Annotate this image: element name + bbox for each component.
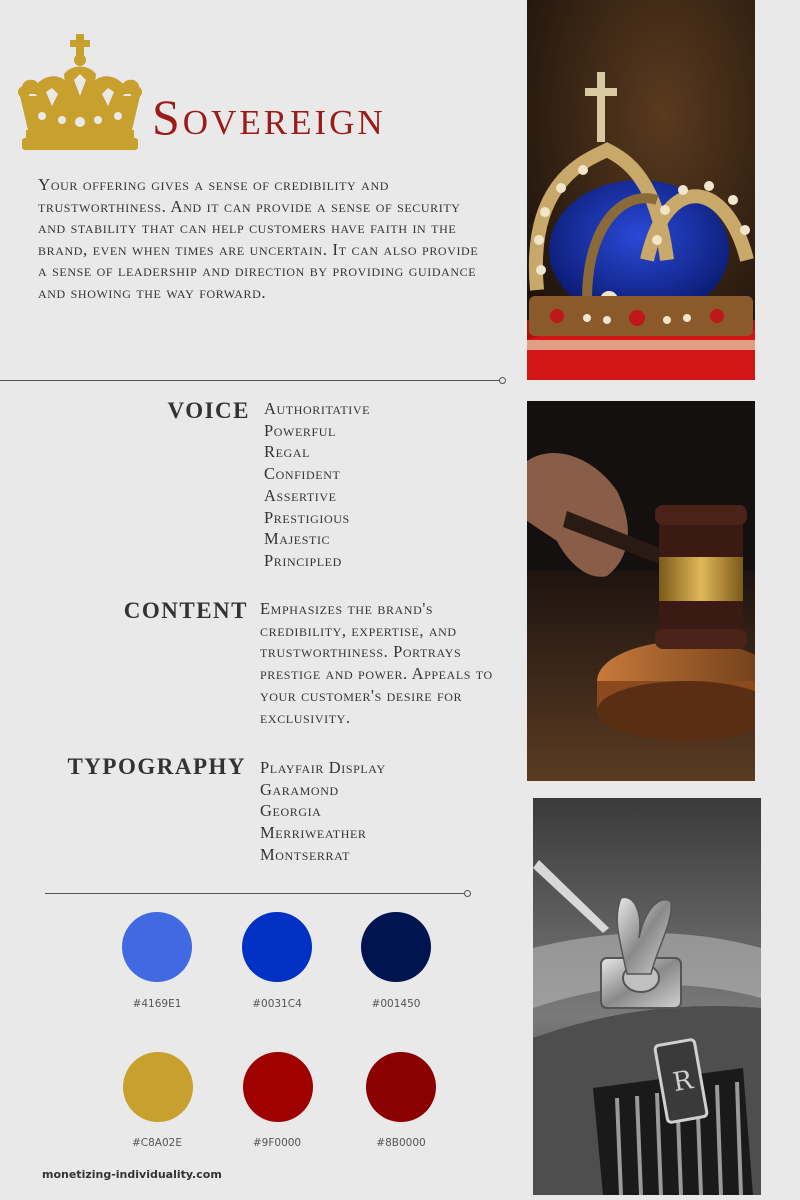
page-title: Sovereign [152,89,386,145]
color-swatch [123,1052,193,1122]
svg-text:R: R [670,1065,696,1099]
typography-item: Garamond [260,779,339,799]
car-ornament-photo [533,798,761,1195]
color-hex-label: #4169E1 [132,998,182,1010]
voice-item: Majestic [264,529,331,549]
typography-item: Montserrat [260,844,351,864]
voice-item: Assertive [264,485,337,505]
color-hex-label: #8B0000 [376,1137,426,1149]
typography-item: Georgia [260,801,322,821]
color-swatch [122,912,192,982]
content-label: CONTENT [123,598,248,623]
voice-item: Principled [264,550,342,570]
voice-item: Prestigious [264,507,350,527]
color-hex-label: #0031C4 [252,998,302,1010]
color-swatch [242,912,312,982]
color-hex-label: #9F0000 [252,1137,302,1149]
voice-list [264,398,504,572]
typography-list [260,757,500,866]
crown-photo [527,0,755,380]
color-swatch [366,1052,436,1122]
section-divider [45,893,467,894]
color-hex-label: #C8A02E [132,1137,182,1149]
typography-item: Merriweather [260,823,367,843]
voice-item: Regal [264,442,310,462]
section-divider [0,380,502,381]
color-hex-label: #001450 [371,998,421,1010]
crown-icon [12,34,148,152]
footer-url: monetizing-individuality.com [42,1168,222,1181]
gavel-photo [527,401,755,781]
typography-label: TYPOGRAPHY [67,754,246,779]
content-text: Emphasizes the brand's credibility, expertise, and trustworthiness. Portrays prestige and power. Appeals to your customer's desire for exclusivity. [260,599,493,727]
color-swatch [243,1052,313,1122]
voice-item: Powerful [264,420,336,440]
voice-item: Confident [264,464,341,484]
typography-item: Playfair Display [260,758,386,777]
voice-item: Authoritative [264,399,371,418]
intro-paragraph: Your offering gives a sense of credibility and trustworthiness. And it can provide a sense of security and stability that can help customers have faith in the brand, even when times are uncertain. It can also provide a sense of leadership and direction by providing guidance and showing the way forward. [38,175,479,302]
voice-label: VOICE [167,398,250,423]
color-swatch [361,912,431,982]
